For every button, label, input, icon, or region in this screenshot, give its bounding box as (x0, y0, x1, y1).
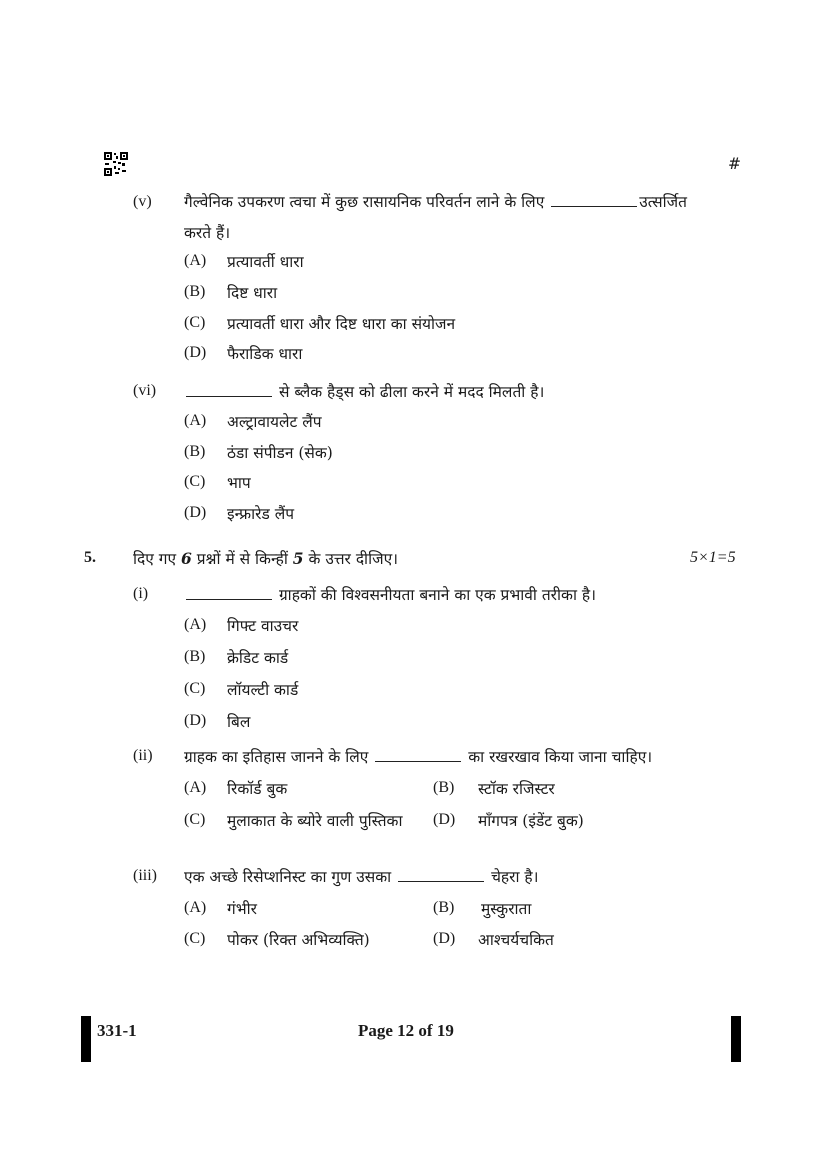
question-number-i: (i) (133, 585, 149, 602)
question-number-ii: (ii) (133, 747, 153, 764)
option-label: (A) (184, 252, 207, 269)
fill-blank (375, 749, 461, 762)
option-text: इन्फ्रारेड लैंप (227, 505, 295, 523)
option-text: भाप (227, 474, 251, 492)
option-label: (D) (433, 811, 456, 828)
question-i-text-after: ग्राहकों की विश्वसनीयता बनाने का एक प्रभावी तरीका है। (278, 586, 596, 604)
option-label: (A) (184, 616, 207, 633)
page-number: Page 12 of 19 (358, 1021, 454, 1040)
instruction-part: प्रश्नों में से किन्हीं (196, 550, 288, 568)
option-text: दिष्ट धारा (227, 284, 278, 302)
qr-code-icon (104, 152, 128, 176)
footer-right-bar (731, 1016, 741, 1062)
question-iii-text-before: एक अच्छे रिसेप्शनिस्ट का गुण उसका (184, 868, 392, 886)
question-vi-text (184, 380, 544, 402)
option-label: (D) (433, 930, 456, 947)
option-label: (B) (433, 779, 455, 796)
question-v-text-before: गैल्वेनिक उपकरण त्वचा में कुछ रासायनिक परिवर्तन लाने के लिए (184, 193, 545, 211)
question-number-5: 5. (84, 549, 96, 566)
option-text: स्टॉक रजिस्टर (478, 780, 555, 798)
option-text: प्रत्यावर्ती धारा और दिष्ट धारा का संयोजन (227, 315, 456, 333)
question-number-v: (v) (133, 193, 152, 210)
question-v-text (184, 190, 687, 212)
question-i-text (184, 583, 596, 605)
option-text: पोकर (रिक्त अभिव्यक्ति) (227, 931, 370, 949)
footer-left-bar (81, 1016, 91, 1062)
option-label: (C) (184, 314, 206, 331)
option-label: (B) (184, 443, 206, 460)
option-label: (D) (184, 712, 207, 729)
option-text: गंभीर (227, 900, 257, 918)
fill-blank (398, 869, 484, 882)
option-text: माँगपत्र (इंडेंट बुक) (478, 812, 584, 830)
question-5-instruction (133, 547, 398, 569)
question-ii-text-after: का रखरखाव किया जाना चाहिए। (468, 748, 653, 766)
paper-code: 331-1 (97, 1021, 137, 1040)
option-label: (D) (184, 344, 207, 361)
question-v-text-line2: करते हैं। (184, 224, 231, 242)
option-label: (D) (184, 504, 207, 521)
fill-blank (186, 587, 272, 600)
option-label: (C) (184, 473, 206, 490)
option-text: फैराडिक धारा (227, 345, 303, 363)
option-text: मुस्कुराता (481, 900, 532, 918)
instruction-number: 6 (180, 549, 192, 568)
option-label: (B) (433, 899, 455, 916)
option-label: (C) (184, 811, 206, 828)
instruction-part: के उत्तर दीजिए। (308, 550, 399, 568)
question-number-vi: (vi) (133, 382, 157, 399)
option-label: (C) (184, 680, 206, 697)
option-text: अल्ट्रावायलेट लैंप (227, 413, 322, 431)
fill-blank (186, 384, 272, 397)
option-text: प्रत्यावर्ती धारा (227, 253, 304, 271)
option-text: रिकॉर्ड बुक (227, 780, 288, 798)
option-label: (A) (184, 412, 207, 429)
option-text: लॉयल्टी कार्ड (227, 681, 299, 699)
option-text: ठंडा संपीडन (सेक) (227, 444, 333, 462)
marks-label: 5×1=5 (690, 549, 736, 566)
question-number-iii: (iii) (133, 867, 157, 884)
option-label: (B) (184, 648, 206, 665)
option-text: आश्चर्यचकित (478, 931, 554, 949)
option-label: (A) (184, 899, 207, 916)
header-hash-mark: # (728, 155, 741, 173)
question-iii-text-after: चेहरा है। (491, 868, 539, 886)
fill-blank (551, 194, 637, 207)
question-ii-text (184, 745, 652, 767)
question-ii-text-before: ग्राहक का इतिहास जानने के लिए (184, 748, 369, 766)
question-iii-text (184, 865, 539, 887)
question-vi-text-after: से ब्लैक हैड्स को ढीला करने में मदद मिलती है। (278, 383, 545, 401)
option-label: (B) (184, 283, 206, 300)
instruction-part: दिए गए (133, 550, 177, 568)
option-text: गिफ्ट वाउचर (227, 617, 299, 635)
option-label: (A) (184, 779, 207, 796)
option-text: क्रेडिट कार्ड (227, 649, 289, 667)
question-v-text-after: उत्सर्जित (639, 193, 687, 211)
option-label: (C) (184, 930, 206, 947)
option-text: बिल (227, 713, 251, 731)
instruction-number: 5 (292, 549, 304, 568)
option-text: मुलाकात के ब्योरे वाली पुस्तिका (227, 812, 403, 830)
